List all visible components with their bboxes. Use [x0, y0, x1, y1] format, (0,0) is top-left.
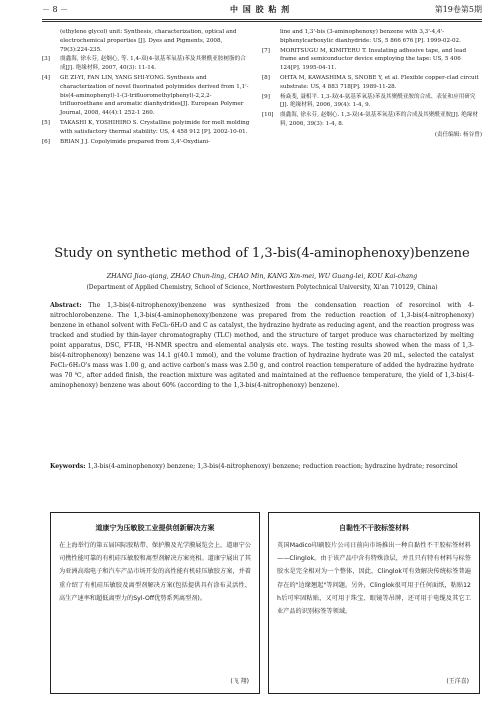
header-rule: [42, 19, 482, 20]
reference-item: [3] 虞鑫海, 徐永芬, 赵炯心, 等. 1,4-双(4-氨基苯氧基)苯及其聚酰亚胺树脂的合成[J]. 绝缘材料, 2007, 40(3): 11-14.: [42, 56, 246, 72]
reference-item: [8] OHTA M, KAWASHIMA S, SNOBE Y, et al. Flexible copper-clad circuit substrate: US, 4 883 718[P]. 1989-11-28.: [262, 74, 479, 90]
keywords-text: 1,3-bis(4-aminophenoxy) benzene; 1,3-bis(4-nitrophenoxy) benzene; reduction reaction; hydrazine hydrate; resorcinol: [87, 463, 458, 470]
reference-item: (ethylene glycol) unit: Synthesis, characterization, optical and electrochemical properties [J]. Dyes and Pigments, 2008, 79(3):224-235.: [60, 29, 237, 53]
abstract-text: The 1,3-bis(4-nitrophenoxy)benzene was synthesized from the condensation reaction of resorcinol with 4-nitrochlorobenzene. The 1,3-bis(4-aminophenoxy)benzene was prepared from the reduction reaction of 1,3-bis(4-nitrophenoxy) benzene in ethanol solvent with FeCl₃·6H₂O and C as catalyst, the hydrazine hydrate as reducing agent, and the reaction progress was tracked and studied by thin-layer chromatography (TLC) method, and the structure of target produce was characterized by melting point apparatus, DSC, FT-IR, ¹H-NMR spectra and elemental analysis etc. ways. The testing results showed when the mass of 1,3-bis(4-nitrophenoxy) benzene was 14.1 g(40.1 mmol), and the volume fraction of hydrazine hydrate was 20 mL, selected the catalyst FeCl₃·6H₂O's mass was 1.00 g, and active carbon's mass was 2.50 g, and control reaction temperature of added the hydrazine hydrate was 70 ℃, after added finish, the reaction mixture was agitated and maintained at the refluence temperature, the yield of 1,3-bis(4-aminophenoxy) benzene was about 60% (according to the 1,3-bis(4-nitrophenoxy) benzene).: [50, 302, 474, 389]
reference-item: [9] 杨焱斐, 聂相平. 1,3-双(4-氨基苯氧基)苯及其聚酰亚胺的合成、表征和应用研究[J]. 绝缘材料, 2006, 39(4): 1-4, 9.: [262, 93, 476, 109]
news-box-title: 道康宁为压敏胶工业提供创新解决方案: [95, 524, 215, 532]
news-box-signature: (飞 翔): [230, 678, 249, 685]
article-title: Study on synthetic method of 1,3-bis(4-aminophenoxy)benzene: [54, 246, 470, 261]
abstract: [50, 301, 474, 391]
reference-item: [4] GE ZI-YI, FAN LIN, YANG SHI-YONG. Synthesis and characterization of novel fluorinated polyimides derived from 1,1'-bis(4-aminophenyl)-1-(3-trifluoromethylphenyl)-2,2,2-trifluoroethane and aromatic dianhydrides[J]. European Polymer Journal, 2008, 44(4):1 252-1 260.: [42, 74, 249, 117]
reference-item: [10] 虞鑫海, 徐永芬, 赵炯心. 1,3-双(4-氨基苯氧基)苯的合成及其聚酰亚胺[J]. 绝缘材料, 2006, 39(3): 1-4, 8.: [262, 112, 479, 127]
article-authors: ZHANG Jiao-qiang, ZHAO Chun-ling, CHAO Min, KANG Xin-mei, WU Guang-lei, KOU Kai-chang: [106, 272, 418, 280]
references-left-column: [42, 28, 250, 147]
page-number: － 8 －: [42, 5, 69, 14]
abstract-label: Abstract:: [50, 302, 82, 309]
volume-issue: 第19卷第5期: [434, 5, 482, 14]
reference-item: [6] BRIAN J J. Copolyimide prepared from 3,4'-Oxydiani-: [42, 138, 210, 145]
journal-name: 中 国 胶 粘 剂: [230, 4, 291, 14]
news-box-title: 自黏性不干胶标签材料: [339, 524, 409, 532]
reference-item: [5] TAKASHI K, YOSHIHIRO S. Crystalline polyimide for melt molding with satisfactory thermal stability: US, 4 458 912 [P]. 2002-10-01.: [42, 119, 250, 135]
news-box-self-adhesive-label: [268, 512, 480, 694]
reference-item: line and 1,3'-bis (3-aminophenoxy) benzene with 3,3'-4,4'-biphenylcarboxylic dianhydride: US, 5 866 676 [P]. 1999-02-02.: [280, 29, 461, 44]
references-right-column: [262, 28, 482, 140]
keywords-label: Keywords:: [50, 463, 86, 470]
news-box-dow-corning: [50, 512, 260, 694]
article-affiliation: (Department of Applied Chemistry, School of Science, Northwestern Polytechnical University, Xi'an 710129, China): [86, 284, 438, 291]
news-box-signature: (王洋喜): [446, 678, 469, 685]
news-box-body: 在上海举行的第五届国际胶粘带、保护膜及光学膜展览会上，道康宁公司携性能可靠的有机硅压敏胶和离型剂解决方案亮相。道康宁展出了其为亚洲高端电子和汽车产品市场开发的高性能有机硅压敏胶方案，并着重介绍了有机硅压敏胶及离型剂解决方案(包括提供具有涂布灵活性、高生产速率和超低离型力的Syl-Off优势系列离型剂)。: [59, 542, 251, 602]
reference-item: [7] MORITSUGU M, KIMITERU T. Insulating adhesive tape, and lead frame and semiconductor device employing the tape: US, 5 406 124[P]. 1995-04-11.: [262, 47, 467, 72]
page-header: [42, 4, 482, 18]
responsible-editor: (责任编辑: 杨谷曾): [434, 131, 482, 138]
header-rule-thin: [42, 21, 482, 22]
news-box-body: 英国Madico印刷胶片公司日前向市场推出一种自黏性不干胶标签材料——Clinglok。由于该产品中含有特殊涂层，并且只有特有材料与标签胶水是完全相对为一个整体，因此，Clinglok可有效解决传统标签普遍存在的"边缘翘起"等问题。另外，Clinglok很可用于任何面纸，粘贴12 h后可牢固粘贴，又可用于珠宝、眼镜等吊牌，还可用于电缆及其它工业产品的识别标签等领域。: [277, 542, 471, 616]
keywords: [50, 462, 474, 472]
